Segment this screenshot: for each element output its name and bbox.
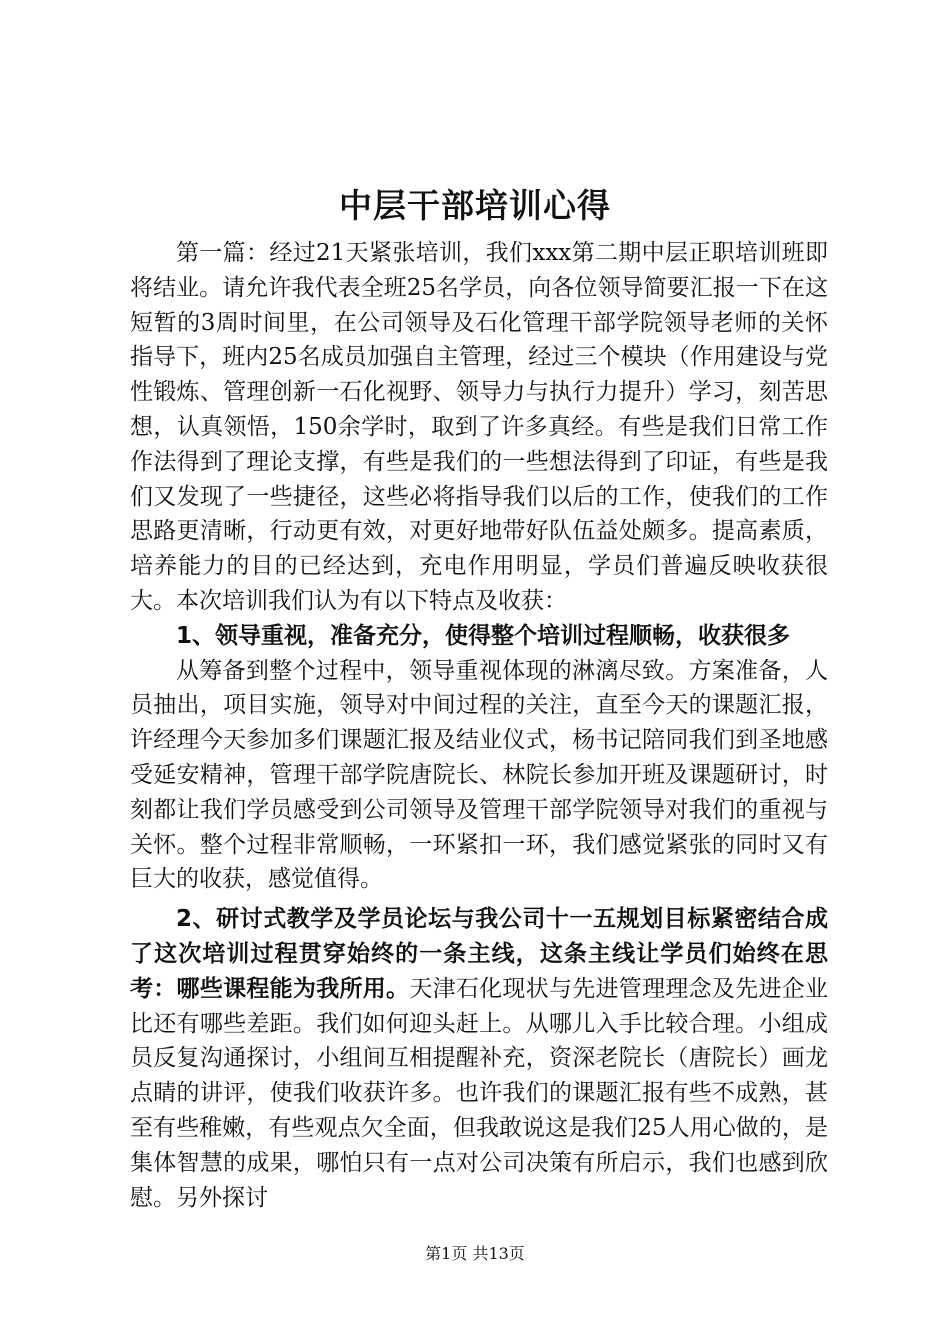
section-paragraph-1: 从筹备到整个过程中，领导重视体现的淋漓尽致。方案准备，人员抽出，项目实施，领导对中间过程的关注，直至今天的课题汇报，许经理今天参加多们课题汇报及结业仪式，杨书记陪同我们到圣地感受延安精神，管理干部学院唐院长、林院长参加开班及课题研讨，时刻都让我们学员感受到公司领导及管理干部学院领导对我们的重视与关怀。整个过程非常顺畅，一环紧扣一环，我们感觉紧张的同时又有巨大的收获，感觉值得。	[130, 657, 828, 893]
section-heading-1: 1、领导重视，准备充分，使得整个培训过程顺畅，收获很多	[176, 622, 791, 649]
document-body	[130, 236, 828, 1215]
section-paragraph-2-text: 天津石化现状与先进管理理念及先进企业比还有哪些差距。我们如何迎头赶上。从哪儿入手比较合理。小组成员反复沟通探讨，小组间互相提醒补充，资深老院长（唐院长）画龙点睛的讲评，使我们收获许多。也许我们的课题汇报有些不成熟，甚至有些稚嫩，有些观点欠全面，但我敢说这是我们25人用心做的，是集体智慧的成果，哪怕只有一点对公司决策有所启示，我们也感到欣慰。另外探讨	[130, 975, 829, 1211]
page-footer: 第1页 共13页	[425, 1244, 525, 1263]
intro-paragraph: 第一篇：经过21天紧张培训，我们xxx第二期中层正职培训班即将结业。请允许我代表全班25名学员，向各位领导简要汇报一下在这短暂的3周时间里，在公司领导及石化管理干部学院领导老师的关怀指导下，班内25名成员加强自主管理，经过三个模块（作用建设与党性锻炼、管理创新一石化视野、领导力与执行力提升）学习，刻苦思想，认真领悟，150余学时，取到了许多真经。有些是我们日常工作作法得到了理论支撑，有些是我们的一些想法得到了印证，有些是我们又发现了一些捷径，这些必将指导我们以后的工作，使我们的工作思路更清晰，行动更有效，对更好地带好队伍益处颇多。提高素质，培养能力的目的已经达到，充电作用明显，学员们普遍反映收获很大。本次培训我们认为有以下特点及收获：	[130, 240, 828, 614]
document-title: 中层干部培训心得	[339, 186, 611, 225]
section-paragraph-2	[130, 902, 828, 1215]
section-heading-2: 2、研讨式教学及学员论坛与我公司十一五规划目标紧密结合成了这次培训过程贯穿始终的一条主线，这条主线让学员们始终在思考：哪些课程能为我所用。	[130, 906, 828, 1002]
